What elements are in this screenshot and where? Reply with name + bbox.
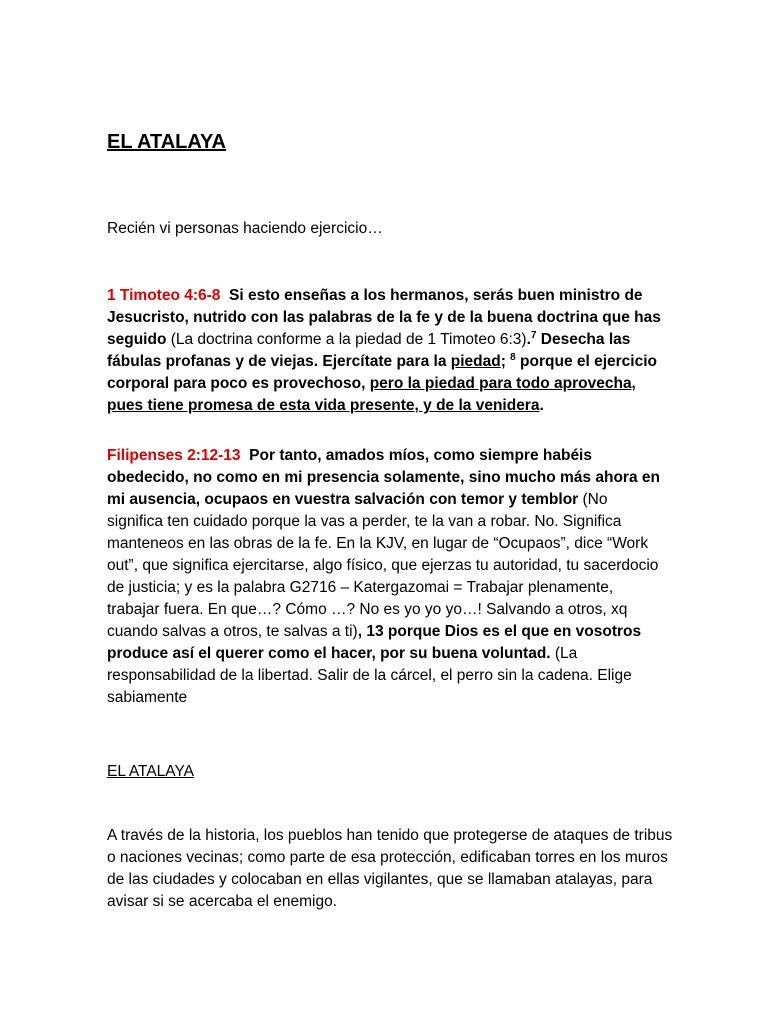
verse-text: Si esto enseñas a los hermanos, serás buen ministro de Jesucristo, nutrido con las palabras de la fe y de la buena doctrina que has seguido [107, 287, 661, 348]
atalaya-paragraph: A través de la historia, los pueblos han tenido que protegerse de ataques de tribus o naciones vecinas; como parte de esa protección, edificaban torres en los muros de las ciudades y colocaban en ellas vigilantes, que se llamaban atalayas, para avisar si se acercaba el enemigo. [107, 827, 673, 910]
verse-text: , 13 porque Dios es el que en vosotros produce así el querer como el hacer, por su buena voluntad. [107, 623, 642, 662]
verse-reference-timoteo: 1 Timoteo 4:6-8 [107, 287, 221, 304]
commentary-text: (La doctrina conforme a la piedad de 1 Timoteo 6:3) [166, 331, 527, 348]
verse-number-8: 8 [510, 352, 516, 363]
document-title: EL ATALAYA [107, 131, 226, 153]
commentary-text: (La responsabilidad de la libertad. Salir de la cárcel, el perro sin la cadena. Elige sabiamente [107, 645, 632, 706]
intro-paragraph: Recién vi personas haciendo ejercicio… [107, 220, 383, 237]
underlined-word-piedad: piedad [450, 353, 501, 370]
verse-text: porque el ejercicio corporal para poco es provechoso, [107, 353, 658, 392]
commentary-text: (No significa ten cuidado porque la vas a perder, te la van a robar. No. Significa manteneos en las obras de la fe. En la KJV, en lugar de “Ocupaos”, dice “Work out”, que significa ejercitarse, algo físico, que ejerzas tu autoridad, tu sacerdocio de justicia; y es la palabra G2716 – Katergazomai = Trabajar plenamente, trabajar fuera. En que…? Cómo …? No es yo yo yo…! Salvando a otros, xq cuando salvas a otros, te salvas a ti) [107, 491, 659, 640]
underlined-verse-text: pero la piedad para todo aprovecha, pues tiene promesa de esta vida presente, y de la venidera [107, 375, 636, 414]
verse-text: Desecha las fábulas profanas y de viejas. Ejercítate para la [107, 331, 631, 370]
timoteo-paragraph [107, 285, 667, 417]
punctuation: . [526, 331, 531, 348]
punctuation: . [539, 397, 544, 414]
filipenses-paragraph [107, 445, 667, 709]
verse-reference-filipenses: Filipenses 2:12-13 [107, 447, 241, 464]
section-subtitle: EL ATALAYA [107, 763, 195, 780]
punctuation: ; [500, 353, 511, 370]
verse-number-7: 7 [530, 330, 537, 341]
verse-text: Por tanto, amados míos, como siempre habéis obedecido, no como en mi presencia solamente, sino mucho más ahora en mi ausencia, ocupaos en vuestra salvación con temor y temblor [107, 447, 660, 508]
